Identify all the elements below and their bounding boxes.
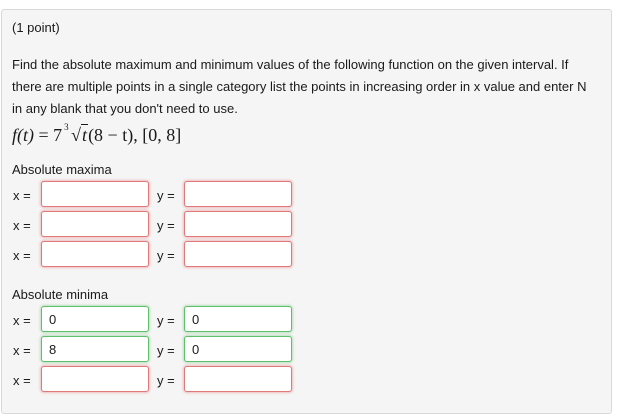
absolute-maxima-title: Absolute maxima (12, 162, 112, 177)
minima-x-input-3[interactable] (41, 366, 149, 392)
y-label: y = (157, 313, 175, 328)
x-label: x = (13, 188, 31, 203)
y-label: y = (157, 373, 175, 388)
maxima-x-input-3[interactable] (41, 241, 149, 267)
problem-panel (1, 9, 612, 414)
radicand: t (82, 125, 88, 145)
minima-row-1 (2, 306, 302, 336)
y-label: y = (157, 218, 175, 233)
x-label: x = (13, 218, 31, 233)
minima-x-input-1[interactable]: 0 (41, 306, 149, 332)
minima-x-input-2[interactable]: 8 (41, 336, 149, 362)
minima-y-input-2[interactable]: 0 (184, 336, 292, 362)
maxima-row-1 (2, 181, 302, 211)
y-label: y = (157, 248, 175, 263)
y-label: y = (157, 343, 175, 358)
x-label: x = (13, 343, 31, 358)
formula-rest: (8 − t), [0, 8] (88, 125, 182, 145)
radical-sign: √ (71, 125, 82, 145)
cube-root (62, 122, 88, 146)
absolute-minima-title: Absolute minima (12, 287, 109, 302)
maxima-y-input-2[interactable] (184, 211, 292, 237)
maxima-x-input-2[interactable] (41, 211, 149, 237)
maxima-x-input-1[interactable] (41, 181, 149, 207)
y-label: y = (157, 188, 175, 203)
minima-y-input-1[interactable]: 0 (184, 306, 292, 332)
maxima-row-2 (2, 211, 302, 241)
x-label: x = (13, 248, 31, 263)
maxima-row-3 (2, 241, 302, 271)
function-formula (12, 122, 182, 146)
minima-y-input-3[interactable] (184, 366, 292, 392)
formula-lhs: f(t) (12, 125, 34, 145)
problem-text: Find the absolute maximum and minimum values of the following function on the given interval. If there are multiple points in a single category list the points in increasing order in x value and enter N in any blank that you don't need to use. (12, 57, 587, 116)
maxima-y-input-3[interactable] (184, 241, 292, 267)
x-label: x = (13, 313, 31, 328)
root-index: 3 (64, 122, 69, 132)
formula-eq: = 7 (34, 125, 63, 145)
minima-row-3 (2, 366, 302, 396)
minima-row-2 (2, 336, 302, 366)
maxima-y-input-1[interactable] (184, 181, 292, 207)
points-label: (1 point) (12, 20, 60, 35)
x-label: x = (13, 373, 31, 388)
